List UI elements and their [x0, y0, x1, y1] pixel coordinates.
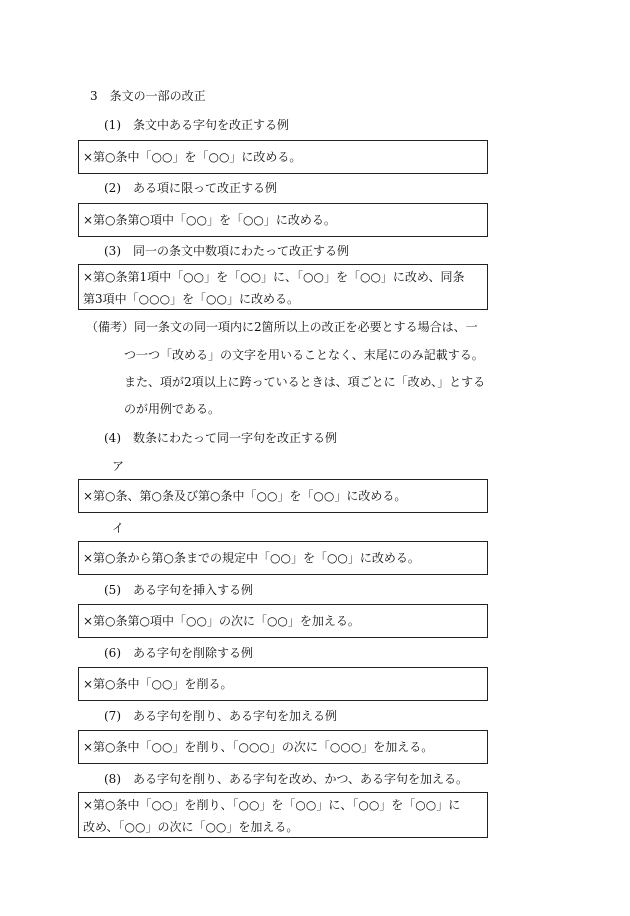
item-6-heading: (6) ある字句を削除する例	[104, 646, 253, 660]
item-4-sub-i-example-box	[78, 541, 488, 575]
item-5-example-box	[78, 604, 488, 638]
item-8-example-line-2: 改め、「○○」の次に「○○」を加える。	[83, 820, 299, 834]
item-7-example-line-1: ×第○条中「○○」を削り、「○○○」の次に「○○○」を加える。	[83, 740, 434, 754]
item-4-heading: (4) 数条にわたって同一字句を改正する例	[104, 431, 337, 445]
item-4-sub-a-example: ×第○条、第○条及び第○条中「○○」を「○○」に改める。	[83, 489, 407, 503]
item-6-example-box	[78, 667, 488, 701]
item-2-example-line-1: ×第○条第○項中「○○」を「○○」に改める。	[83, 213, 336, 227]
item-4-sub-a-example-box	[78, 479, 488, 513]
item-5-heading: (5) ある字句を挿入する例	[104, 583, 253, 597]
item-1-heading: (1) 条文中ある字句を改正する例	[104, 118, 289, 132]
item-7-example-box	[78, 730, 488, 764]
item-4-sub-a-label: ア	[112, 459, 125, 473]
item-7-heading: (7) ある字句を削り、ある字句を加える例	[104, 709, 337, 723]
item-5-example-line-1: ×第○条第○項中「○○」の次に「○○」を加える。	[83, 614, 360, 628]
item-3-example-line-1: ×第○条第1項中「○○」を「○○」に、「○○」を「○○」に改め、同条	[83, 270, 465, 284]
item-8-heading: (8) ある字句を削り、ある字句を改め、かつ、ある字句を加える。	[104, 772, 469, 786]
item-2-heading: (2) ある項に限って改正する例	[104, 181, 277, 195]
item-1-example-box	[78, 140, 488, 174]
note-line-1: 同一条文の同一項内に2箇所以上の改正を必要とする場合は、一	[134, 320, 478, 334]
item-4-sub-i-example: ×第○条から第○条までの規定中「○○」を「○○」に改める。	[83, 551, 420, 565]
item-6-example-line-1: ×第○条中「○○」を削る。	[83, 677, 233, 691]
item-4-sub-i-label: イ	[112, 521, 125, 535]
item-3-heading: (3) 同一の条文中数項にわたって改正する例	[104, 244, 349, 258]
item-8-example-box	[78, 792, 488, 838]
note-line-3: また、項が2項以上に跨っているときは、項ごとに「改め、」とする	[124, 375, 486, 389]
item-3-example-box	[78, 264, 488, 310]
section-title: 3 条文の一部の改正	[90, 89, 206, 103]
note-label: （備考）	[86, 320, 135, 334]
item-2-example-box	[78, 203, 488, 237]
item-3-example-line-2: 第3項中「○○○」を「○○」に改める。	[83, 292, 299, 306]
item-1-example-line-1: ×第○条中「○○」を「○○」に改める。	[83, 150, 302, 164]
item-8-example-line-1: ×第○条中「○○」を削り、「○○」を「○○」に、「○○」を「○○」に	[83, 798, 461, 812]
note-line-2: つ一つ「改める」の文字を用いることなく、末尾にのみ記載する。	[124, 348, 484, 362]
note-line-4: のが用例である。	[124, 402, 221, 416]
